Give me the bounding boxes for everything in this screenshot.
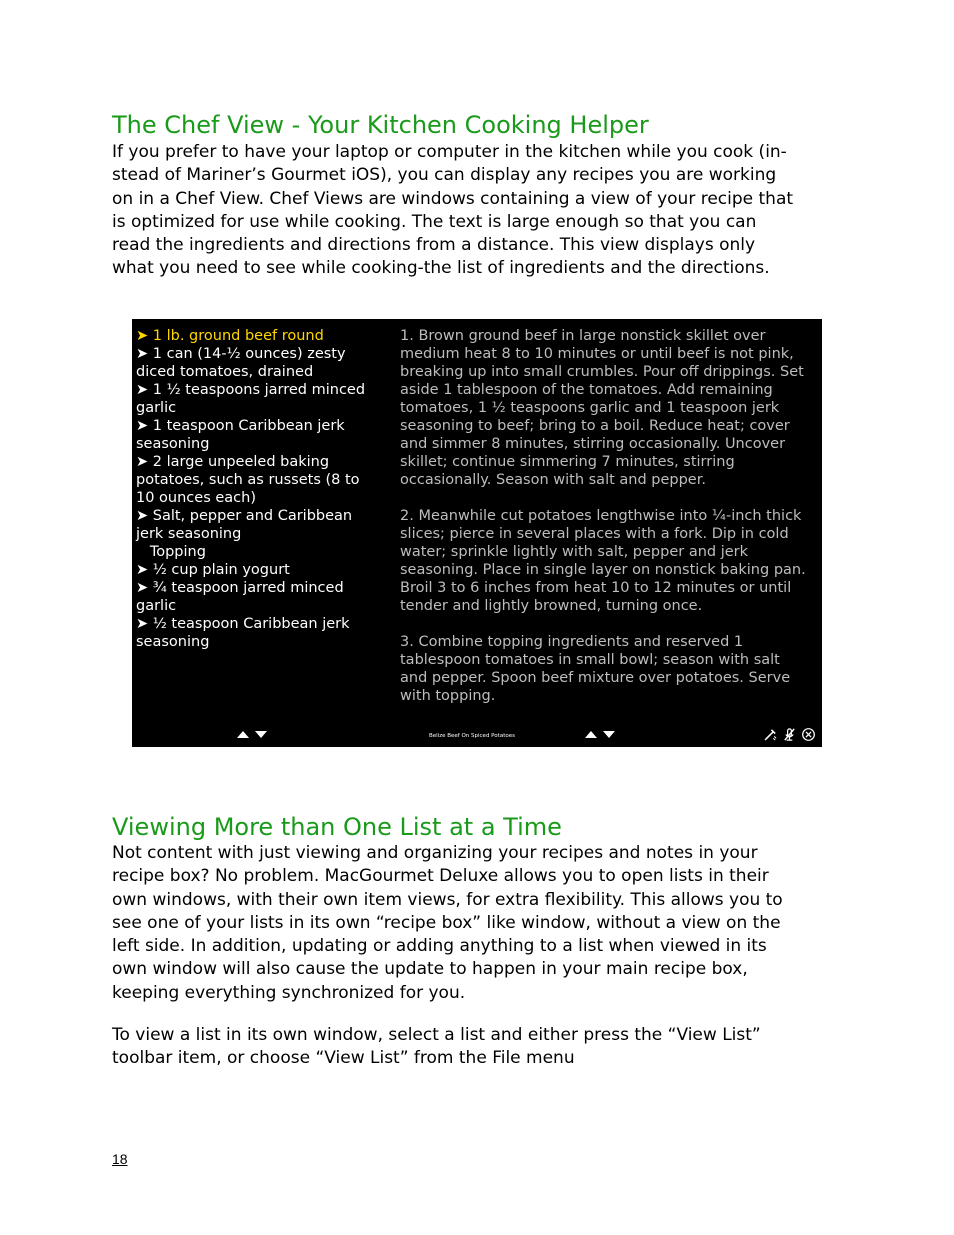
ingredient-line: ➤ 1 ½ teaspoons jarred minced: [136, 382, 366, 398]
directions-pane: [400, 327, 818, 705]
directions-scroll-controls: [585, 731, 615, 738]
direction-line: seasoning to beef; bring to a boil. Reduce heat; cover: [400, 418, 790, 434]
scroll-up-arrow-icon[interactable]: [585, 731, 597, 738]
ingredient-line: seasoning: [136, 634, 210, 650]
scroll-up-arrow-icon[interactable]: [237, 731, 249, 738]
ingredient-line: ➤ ½ teaspoon Caribbean jerk: [136, 616, 350, 632]
ingredient-line: ➤ ½ cup plain yogurt: [136, 562, 290, 578]
direction-line: breaking up into small crumbles. Pour off drippings. Set: [400, 364, 804, 380]
recipe-title: Belize Beef On Spiced Potatoes: [429, 733, 515, 739]
direction-line: tablespoon tomatoes in small bowl; season with salt: [400, 652, 780, 668]
direction-line: medium heat 8 to 10 minutes or until beef is not pink,: [400, 346, 794, 362]
direction-line: slices; pierce in several places with a fork. Dip in cold: [400, 526, 789, 542]
direction-line: and pepper. Spoon beef mixture over potatoes. Serve: [400, 670, 791, 686]
paragraph-gap: [400, 489, 818, 507]
direction-line: aside 1 tablespoon of the tomatoes. Add remaining: [400, 382, 773, 398]
direction-line: water; sprinkle lightly with salt, pepper and jerk: [400, 544, 749, 560]
ingredient-line: garlic: [136, 598, 177, 614]
ingredients-scroll-controls: [237, 731, 267, 738]
direction-line: and simmer 8 minutes, stirring occasionally. Uncover: [400, 436, 786, 452]
direction-line: tomatoes, 1 ½ teaspoons garlic and 1 teaspoon jerk: [400, 400, 780, 416]
ingredient-line: ➤ ¾ teaspoon jarred minced: [136, 580, 344, 596]
ingredient-line-highlighted: ➤ 1 lb. ground beef round: [136, 328, 324, 344]
paragraph-line: own window will also cause the update to happen in your main recipe box,: [112, 959, 748, 980]
mute-icon[interactable]: [782, 727, 797, 742]
direction-line: seasoning. Place in single layer on nonstick baking pan.: [400, 562, 806, 578]
paragraph-line: on in a Chef View. Chef Views are windows containing a view of your recipe that: [112, 188, 794, 209]
ingredient-line: ➤ 2 large unpeeled baking: [136, 454, 330, 470]
scroll-down-arrow-icon[interactable]: [603, 731, 615, 738]
direction-line: tender and lightly browned, turning once.: [400, 598, 703, 614]
chef-view-paragraph: [112, 141, 847, 281]
direction-line: with topping.: [400, 688, 496, 704]
page-number: 18: [112, 1151, 128, 1167]
paragraph-line: To view a list in its own window, select a list and either press the “View List”: [112, 1025, 761, 1045]
scroll-down-arrow-icon[interactable]: [255, 731, 267, 738]
paragraph-line: recipe box? No problem. MacGourmet Deluxe allows you to open lists in their: [112, 866, 769, 887]
direction-line: 2. Meanwhile cut potatoes lengthwise into ¼-inch thick: [400, 508, 802, 524]
close-icon[interactable]: [801, 727, 816, 742]
paragraph-line: read the ingredients and directions from a distance. This view displays only: [112, 235, 756, 256]
paragraph-line: stead of Mariner’s Gourmet iOS), you can display any recipes you are working: [112, 165, 777, 186]
ingredient-line: seasoning: [136, 436, 210, 452]
ingredient-line: 10 ounces each): [136, 490, 256, 506]
paragraph-gap: [400, 615, 818, 633]
paragraph-line: If you prefer to have your laptop or computer in the kitchen while you cook (in-: [112, 142, 787, 162]
direction-line: skillet; continue simmering 7 minutes, stirring: [400, 454, 735, 470]
paragraph-line: see one of your lists in its own “recipe box” like window, without a view on the: [112, 912, 781, 933]
paragraph-line: toolbar item, or choose “View List” from the File menu: [112, 1048, 575, 1069]
direction-line: 3. Combine topping ingredients and reserved 1: [400, 634, 744, 650]
speak-icon[interactable]: [763, 727, 778, 742]
ingredients-pane: [136, 327, 386, 651]
multiple-lists-paragraph: [112, 842, 847, 1005]
ingredient-line: jerk seasoning: [136, 526, 242, 542]
section-title-chef-view: The Chef View - Your Kitchen Cooking Helper: [112, 111, 649, 139]
paragraph-line: left side. In addition, updating or adding anything to a list when viewed in its: [112, 936, 767, 957]
ingredient-line: garlic: [136, 400, 177, 416]
ingredient-line: potatoes, such as russets (8 to: [136, 472, 360, 488]
section-title-multiple-lists: Viewing More than One List at a Time: [112, 813, 562, 841]
direction-line: occasionally. Season with salt and pepper.: [400, 472, 706, 488]
paragraph-line: Not content with just viewing and organizing your recipes and notes in your: [112, 843, 758, 863]
ingredient-subheading: Topping: [136, 544, 206, 560]
ingredient-line: ➤ 1 teaspoon Caribbean jerk: [136, 418, 345, 434]
ingredient-line: ➤ 1 can (14-½ ounces) zesty: [136, 346, 346, 362]
chef-view-toolbar: [763, 727, 816, 742]
paragraph-line: keeping everything synchronized for you.: [112, 982, 466, 1003]
view-list-paragraph: [112, 1024, 847, 1071]
ingredient-line: diced tomatoes, drained: [136, 364, 314, 380]
ingredient-line: ➤ Salt, pepper and Caribbean: [136, 508, 353, 524]
paragraph-line: own windows, with their own item views, for extra flexibility. This allows you to: [112, 889, 783, 910]
direction-line: 1. Brown ground beef in large nonstick skillet over: [400, 328, 766, 344]
chef-view-screenshot: [132, 319, 822, 747]
paragraph-line: what you need to see while cooking-the list of ingredients and the directions.: [112, 258, 770, 279]
paragraph-line: is optimized for use while cooking. The text is large enough so that you can: [112, 211, 757, 232]
direction-line: Broil 3 to 6 inches from heat 10 to 12 minutes or until: [400, 580, 792, 596]
